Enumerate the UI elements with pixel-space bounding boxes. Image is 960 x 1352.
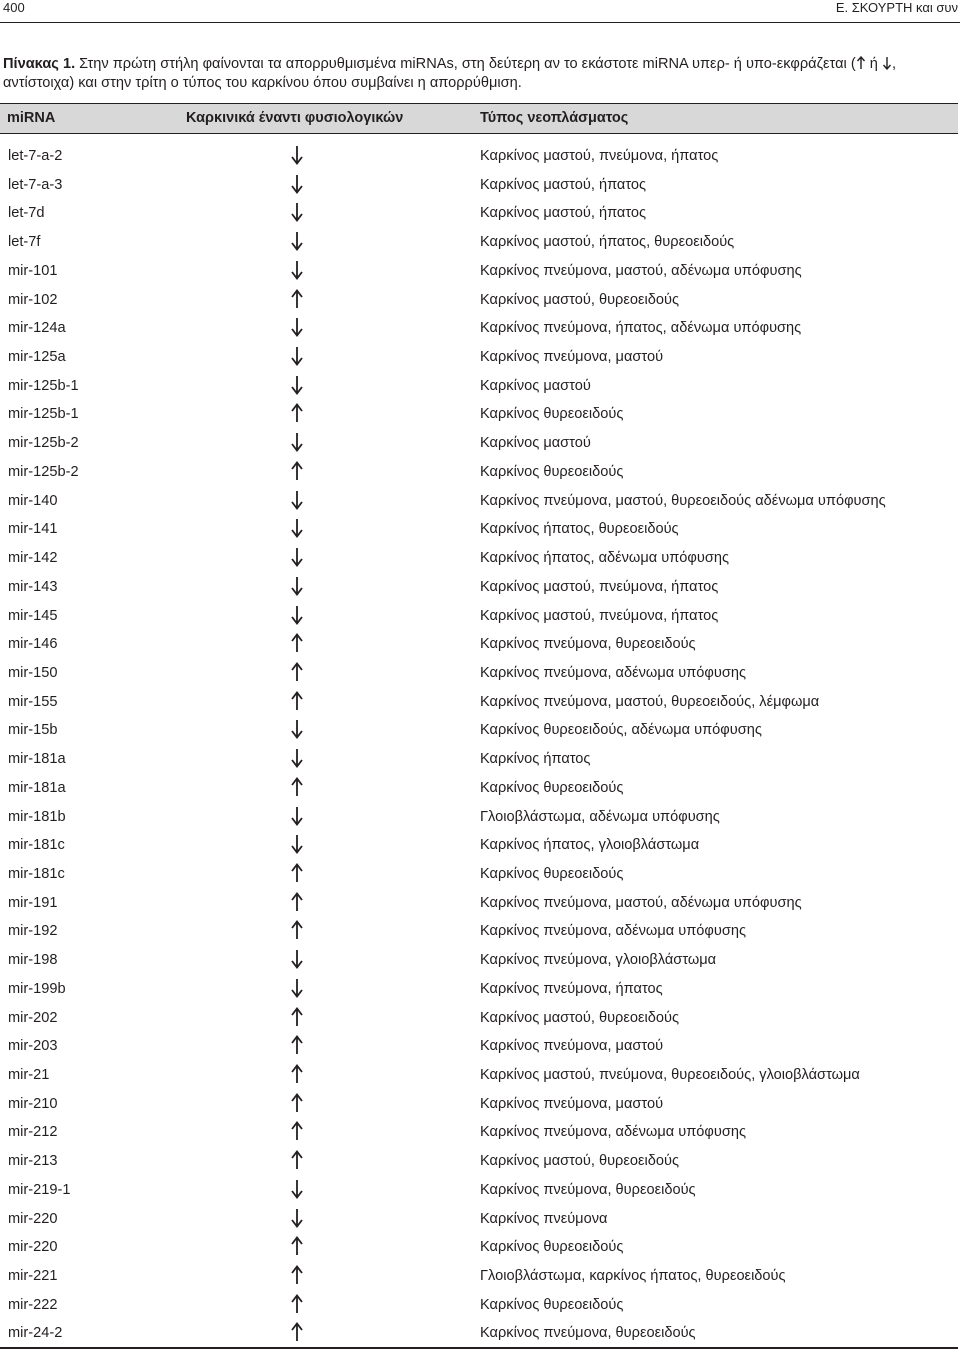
- neoplasm-type-cell: Καρκίνος ήπατος, θυρεοειδούς: [480, 521, 679, 538]
- page-header: [0, 0, 960, 18]
- neoplasm-type-cell: Καρκίνος πνεύμονα, ήπατος, αδένωμα υπόφυσης: [480, 320, 802, 337]
- mirna-cell: mir-150: [8, 664, 58, 681]
- neoplasm-type-cell: Καρκίνος πνεύμονα, θυρεοειδούς: [480, 636, 696, 653]
- down-arrow-icon: [290, 231, 304, 251]
- table-row: [0, 429, 958, 458]
- down-arrow-icon: [290, 978, 304, 998]
- mirna-cell: mir-15b: [8, 722, 58, 739]
- up-arrow-icon: [290, 1236, 304, 1256]
- table-row: [0, 831, 958, 860]
- mirna-cell: mir-142: [8, 550, 58, 567]
- running-head: Ε. ΣΚΟΥΡΤΗ και συν: [835, 0, 958, 15]
- neoplasm-type-cell: Καρκίνος θυρεοειδούς: [480, 779, 624, 796]
- table-row: [0, 602, 958, 631]
- table-row: [0, 544, 958, 573]
- table-header: [0, 103, 958, 134]
- table-row: [0, 573, 958, 602]
- neoplasm-type-cell: Καρκίνος μαστού, θυρεοειδούς: [480, 291, 679, 308]
- up-arrow-icon: [290, 777, 304, 797]
- up-arrow-icon: [290, 892, 304, 912]
- page-number: 400: [3, 0, 25, 15]
- table-row: [0, 860, 958, 889]
- table-row: [0, 372, 958, 401]
- table-row: [0, 716, 958, 745]
- neoplasm-type-cell: Καρκίνος πνεύμονα, γλοιοβλάστωμα: [480, 952, 717, 969]
- neoplasm-type-cell: Καρκίνος πνεύμονα, μαστού, θυρεοειδούς αδένωμα υπόφυσης: [480, 492, 886, 509]
- mirna-cell: mir-181c: [8, 865, 65, 882]
- column-header-expression: Καρκινικά έναντι φυσιολογικών: [186, 110, 404, 126]
- neoplasm-type-cell: Καρκίνος μαστού, ήπατος: [480, 176, 647, 193]
- down-arrow-icon: [290, 1179, 304, 1199]
- mirna-cell: mir-181a: [8, 779, 66, 796]
- caption-label: Πίνακας 1.: [3, 56, 76, 72]
- mirna-cell: mir-124a: [8, 320, 66, 337]
- down-arrow-icon: [290, 317, 304, 337]
- table-row: [0, 286, 958, 315]
- table-row: [0, 803, 958, 832]
- mirna-cell: mir-21: [8, 1067, 50, 1083]
- mirna-cell: mir-181c: [8, 837, 65, 854]
- table-row: [0, 917, 958, 946]
- mirna-cell: mir-219-1: [8, 1181, 71, 1198]
- neoplasm-type-cell: Καρκίνος μαστού, πνεύμονα, θυρεοειδούς, γλοιοβλάστωμα: [480, 1067, 860, 1083]
- table-bottom-rule: [0, 1347, 958, 1349]
- up-arrow-icon: [290, 1265, 304, 1285]
- mirna-cell: mir-220: [8, 1239, 58, 1256]
- mirna-cell: mir-203: [8, 1038, 58, 1055]
- up-arrow-icon: [290, 633, 304, 653]
- neoplasm-type-cell: Καρκίνος πνεύμονα, μαστού, αδένωμα υπόφυσης: [480, 262, 802, 279]
- table-row: [0, 1319, 958, 1348]
- neoplasm-type-cell: Καρκίνος πνεύμονα, θυρεοειδούς: [480, 1181, 696, 1198]
- neoplasm-type-cell: Καρκίνος πνεύμονα, μαστού: [480, 1038, 664, 1055]
- caption-text-end: , αντίστοιχα) και στην τρίτη ο τύπος του καρκίνου όπου συμβαίνει η απορρύθμιση.: [3, 56, 896, 91]
- table-row: [0, 171, 958, 200]
- table-row: [0, 142, 958, 171]
- table-row: [0, 745, 958, 774]
- down-arrow-icon: [290, 518, 304, 538]
- caption-text-start: Στην πρώτη στήλη φαίνονται τα απορρυθμισμένα miRNAs, στη δεύτερη αν το εκάστοτε miRNA υπερ- ή υπο-εκφράζεται (: [75, 56, 856, 72]
- mirna-cell: mir-155: [8, 693, 58, 710]
- mirna-cell: mir-220: [8, 1210, 58, 1227]
- up-arrow-icon: [290, 1093, 304, 1113]
- up-arrow-icon: [290, 1150, 304, 1170]
- mirna-cell: mir-213: [8, 1153, 58, 1170]
- up-arrow-icon: [856, 56, 866, 70]
- table-row: [0, 199, 958, 228]
- neoplasm-type-cell: Καρκίνος μαστού: [480, 435, 591, 452]
- neoplasm-type-cell: Καρκίνος μαστού: [480, 377, 591, 394]
- neoplasm-type-cell: Γλοιοβλάστωμα, καρκίνος ήπατος, θυρεοειδούς: [480, 1268, 786, 1285]
- mirna-cell: mir-24-2: [8, 1325, 63, 1342]
- up-arrow-icon: [290, 662, 304, 682]
- up-arrow-icon: [290, 1035, 304, 1055]
- table-row: [0, 1176, 958, 1205]
- down-arrow-icon: [290, 1208, 304, 1228]
- table-row: [0, 946, 958, 975]
- table-row: [0, 487, 958, 516]
- table-row: [0, 1291, 958, 1320]
- neoplasm-type-cell: Καρκίνος πνεύμονα: [480, 1210, 608, 1227]
- mirna-cell: mir-125b-1: [8, 377, 79, 394]
- up-arrow-icon: [290, 1007, 304, 1027]
- table-row: [0, 228, 958, 257]
- mirna-cell: mir-199b: [8, 980, 66, 997]
- up-arrow-icon: [290, 691, 304, 711]
- neoplasm-type-cell: Καρκίνος πνεύμονα, ήπατος: [480, 980, 663, 997]
- neoplasm-type-cell: Καρκίνος πνεύμονα, μαστού: [480, 349, 664, 366]
- up-arrow-icon: [290, 1121, 304, 1141]
- up-arrow-icon: [290, 461, 304, 481]
- header-rule: [0, 22, 960, 23]
- table-row: [0, 975, 958, 1004]
- up-arrow-icon: [290, 1322, 304, 1342]
- down-arrow-icon: [290, 260, 304, 280]
- neoplasm-type-cell: Καρκίνος θυρεοειδούς: [480, 406, 624, 423]
- table-row: [0, 1118, 958, 1147]
- table-caption: [3, 55, 958, 92]
- mirna-cell: mir-140: [8, 492, 58, 509]
- mirna-cell: let-7-a-2: [8, 148, 63, 164]
- mirna-cell: mir-181b: [8, 808, 66, 825]
- column-header-neoplasm-type: Τύπος νεοπλάσματος: [480, 110, 629, 126]
- neoplasm-type-cell: Καρκίνος μαστού, ήπατος, θυρεοειδούς: [480, 234, 735, 251]
- down-arrow-icon: [290, 174, 304, 194]
- mirna-cell: mir-212: [8, 1124, 58, 1141]
- table-row: [0, 659, 958, 688]
- neoplasm-type-cell: Καρκίνος ήπατος, αδένωμα υπόφυσης: [480, 550, 729, 567]
- table-row: [0, 314, 958, 343]
- neoplasm-type-cell: Καρκίνος θυρεοειδούς, αδένωμα υπόφυσης: [480, 722, 762, 739]
- mirna-cell: let-7f: [8, 234, 41, 251]
- table-row: [0, 515, 958, 544]
- mirna-cell: mir-210: [8, 1095, 58, 1112]
- table-row: [0, 630, 958, 659]
- neoplasm-type-cell: Καρκίνος πνεύμονα, θυρεοειδούς: [480, 1325, 696, 1342]
- table-row: [0, 1004, 958, 1033]
- mirna-cell: mir-143: [8, 578, 58, 595]
- table-row: [0, 400, 958, 429]
- neoplasm-type-cell: Καρκίνος μαστού, πνεύμονα, ήπατος: [480, 578, 719, 595]
- down-arrow-icon: [290, 432, 304, 452]
- mirna-cell: mir-125b-1: [8, 406, 79, 423]
- table-row: [0, 1090, 958, 1119]
- mirna-cell: let-7-a-3: [8, 176, 63, 193]
- down-arrow-icon: [290, 834, 304, 854]
- down-arrow-icon: [290, 346, 304, 366]
- neoplasm-type-cell: Καρκίνος θυρεοειδούς: [480, 1239, 624, 1256]
- up-arrow-icon: [290, 863, 304, 883]
- up-arrow-icon: [290, 920, 304, 940]
- down-arrow-icon: [290, 145, 304, 165]
- table-row: [0, 774, 958, 803]
- neoplasm-type-cell: Καρκίνος θυρεοειδούς: [480, 865, 624, 882]
- neoplasm-type-cell: Καρκίνος ήπατος, γλοιοβλάστωμα: [480, 837, 700, 854]
- neoplasm-type-cell: Καρκίνος πνεύμονα, μαστού: [480, 1095, 664, 1112]
- neoplasm-type-cell: Καρκίνος μαστού, πνεύμονα, ήπατος: [480, 148, 719, 164]
- table-row: [0, 1262, 958, 1291]
- mirna-cell: mir-221: [8, 1268, 58, 1285]
- neoplasm-type-cell: Καρκίνος πνεύμονα, μαστού, αδένωμα υπόφυσης: [480, 894, 802, 911]
- mirna-cell: let-7d: [8, 205, 45, 222]
- up-arrow-icon: [290, 1294, 304, 1314]
- down-arrow-icon: [290, 748, 304, 768]
- mirna-cell: mir-141: [8, 521, 58, 538]
- neoplasm-type-cell: Καρκίνος πνεύμονα, αδένωμα υπόφυσης: [480, 664, 746, 681]
- neoplasm-type-cell: Καρκίνος μαστού, ήπατος: [480, 205, 647, 222]
- neoplasm-type-cell: Καρκίνος θυρεοειδούς: [480, 1296, 624, 1313]
- down-arrow-icon: [290, 949, 304, 969]
- mirna-cell: mir-191: [8, 894, 58, 911]
- table-row: [0, 1061, 958, 1090]
- down-arrow-icon: [290, 605, 304, 625]
- table-row: [0, 1205, 958, 1234]
- mirna-cell: mir-125b-2: [8, 463, 79, 480]
- table-row: [0, 343, 958, 372]
- table-row: [0, 458, 958, 487]
- table-row: [0, 257, 958, 286]
- caption-text-middle: ή: [865, 56, 882, 72]
- mirna-cell: mir-102: [8, 291, 58, 308]
- mirna-cell: mir-101: [8, 262, 58, 279]
- mirna-cell: mir-125a: [8, 349, 66, 366]
- neoplasm-type-cell: Καρκίνος ήπατος: [480, 751, 591, 768]
- table-row: [0, 889, 958, 918]
- mirna-cell: mir-146: [8, 636, 58, 653]
- down-arrow-icon: [290, 202, 304, 222]
- mirna-cell: mir-145: [8, 607, 58, 624]
- down-arrow-icon: [882, 56, 892, 70]
- mirna-cell: mir-198: [8, 952, 58, 969]
- down-arrow-icon: [290, 576, 304, 596]
- table-row: [0, 1032, 958, 1061]
- down-arrow-icon: [290, 375, 304, 395]
- down-arrow-icon: [290, 547, 304, 567]
- table-row: [0, 1233, 958, 1262]
- down-arrow-icon: [290, 806, 304, 826]
- neoplasm-type-cell: Καρκίνος πνεύμονα, αδένωμα υπόφυσης: [480, 1124, 746, 1141]
- mirna-cell: mir-222: [8, 1296, 58, 1313]
- mirna-table: [0, 103, 958, 1348]
- up-arrow-icon: [290, 1064, 304, 1084]
- neoplasm-type-cell: Καρκίνος μαστού, θυρεοειδούς: [480, 1153, 679, 1170]
- neoplasm-type-cell: Καρκίνος θυρεοειδούς: [480, 463, 624, 480]
- up-arrow-icon: [290, 289, 304, 309]
- table-row: [0, 1147, 958, 1176]
- mirna-cell: mir-125b-2: [8, 435, 79, 452]
- neoplasm-type-cell: Καρκίνος πνεύμονα, αδένωμα υπόφυσης: [480, 923, 746, 940]
- neoplasm-type-cell: Καρκίνος μαστού, πνεύμονα, ήπατος: [480, 607, 719, 624]
- table-body: [0, 134, 958, 1348]
- mirna-cell: mir-202: [8, 1009, 58, 1026]
- mirna-cell: mir-181a: [8, 751, 66, 768]
- down-arrow-icon: [290, 719, 304, 739]
- column-header-mirna: miRNA: [7, 110, 56, 126]
- mirna-cell: mir-192: [8, 923, 58, 940]
- down-arrow-icon: [290, 490, 304, 510]
- up-arrow-icon: [290, 403, 304, 423]
- neoplasm-type-cell: Γλοιοβλάστωμα, αδένωμα υπόφυσης: [480, 808, 720, 825]
- table-row: [0, 688, 958, 717]
- neoplasm-type-cell: Καρκίνος πνεύμονα, μαστού, θυρεοειδούς, λέμφωμα: [480, 693, 820, 710]
- neoplasm-type-cell: Καρκίνος μαστού, θυρεοειδούς: [480, 1009, 679, 1026]
